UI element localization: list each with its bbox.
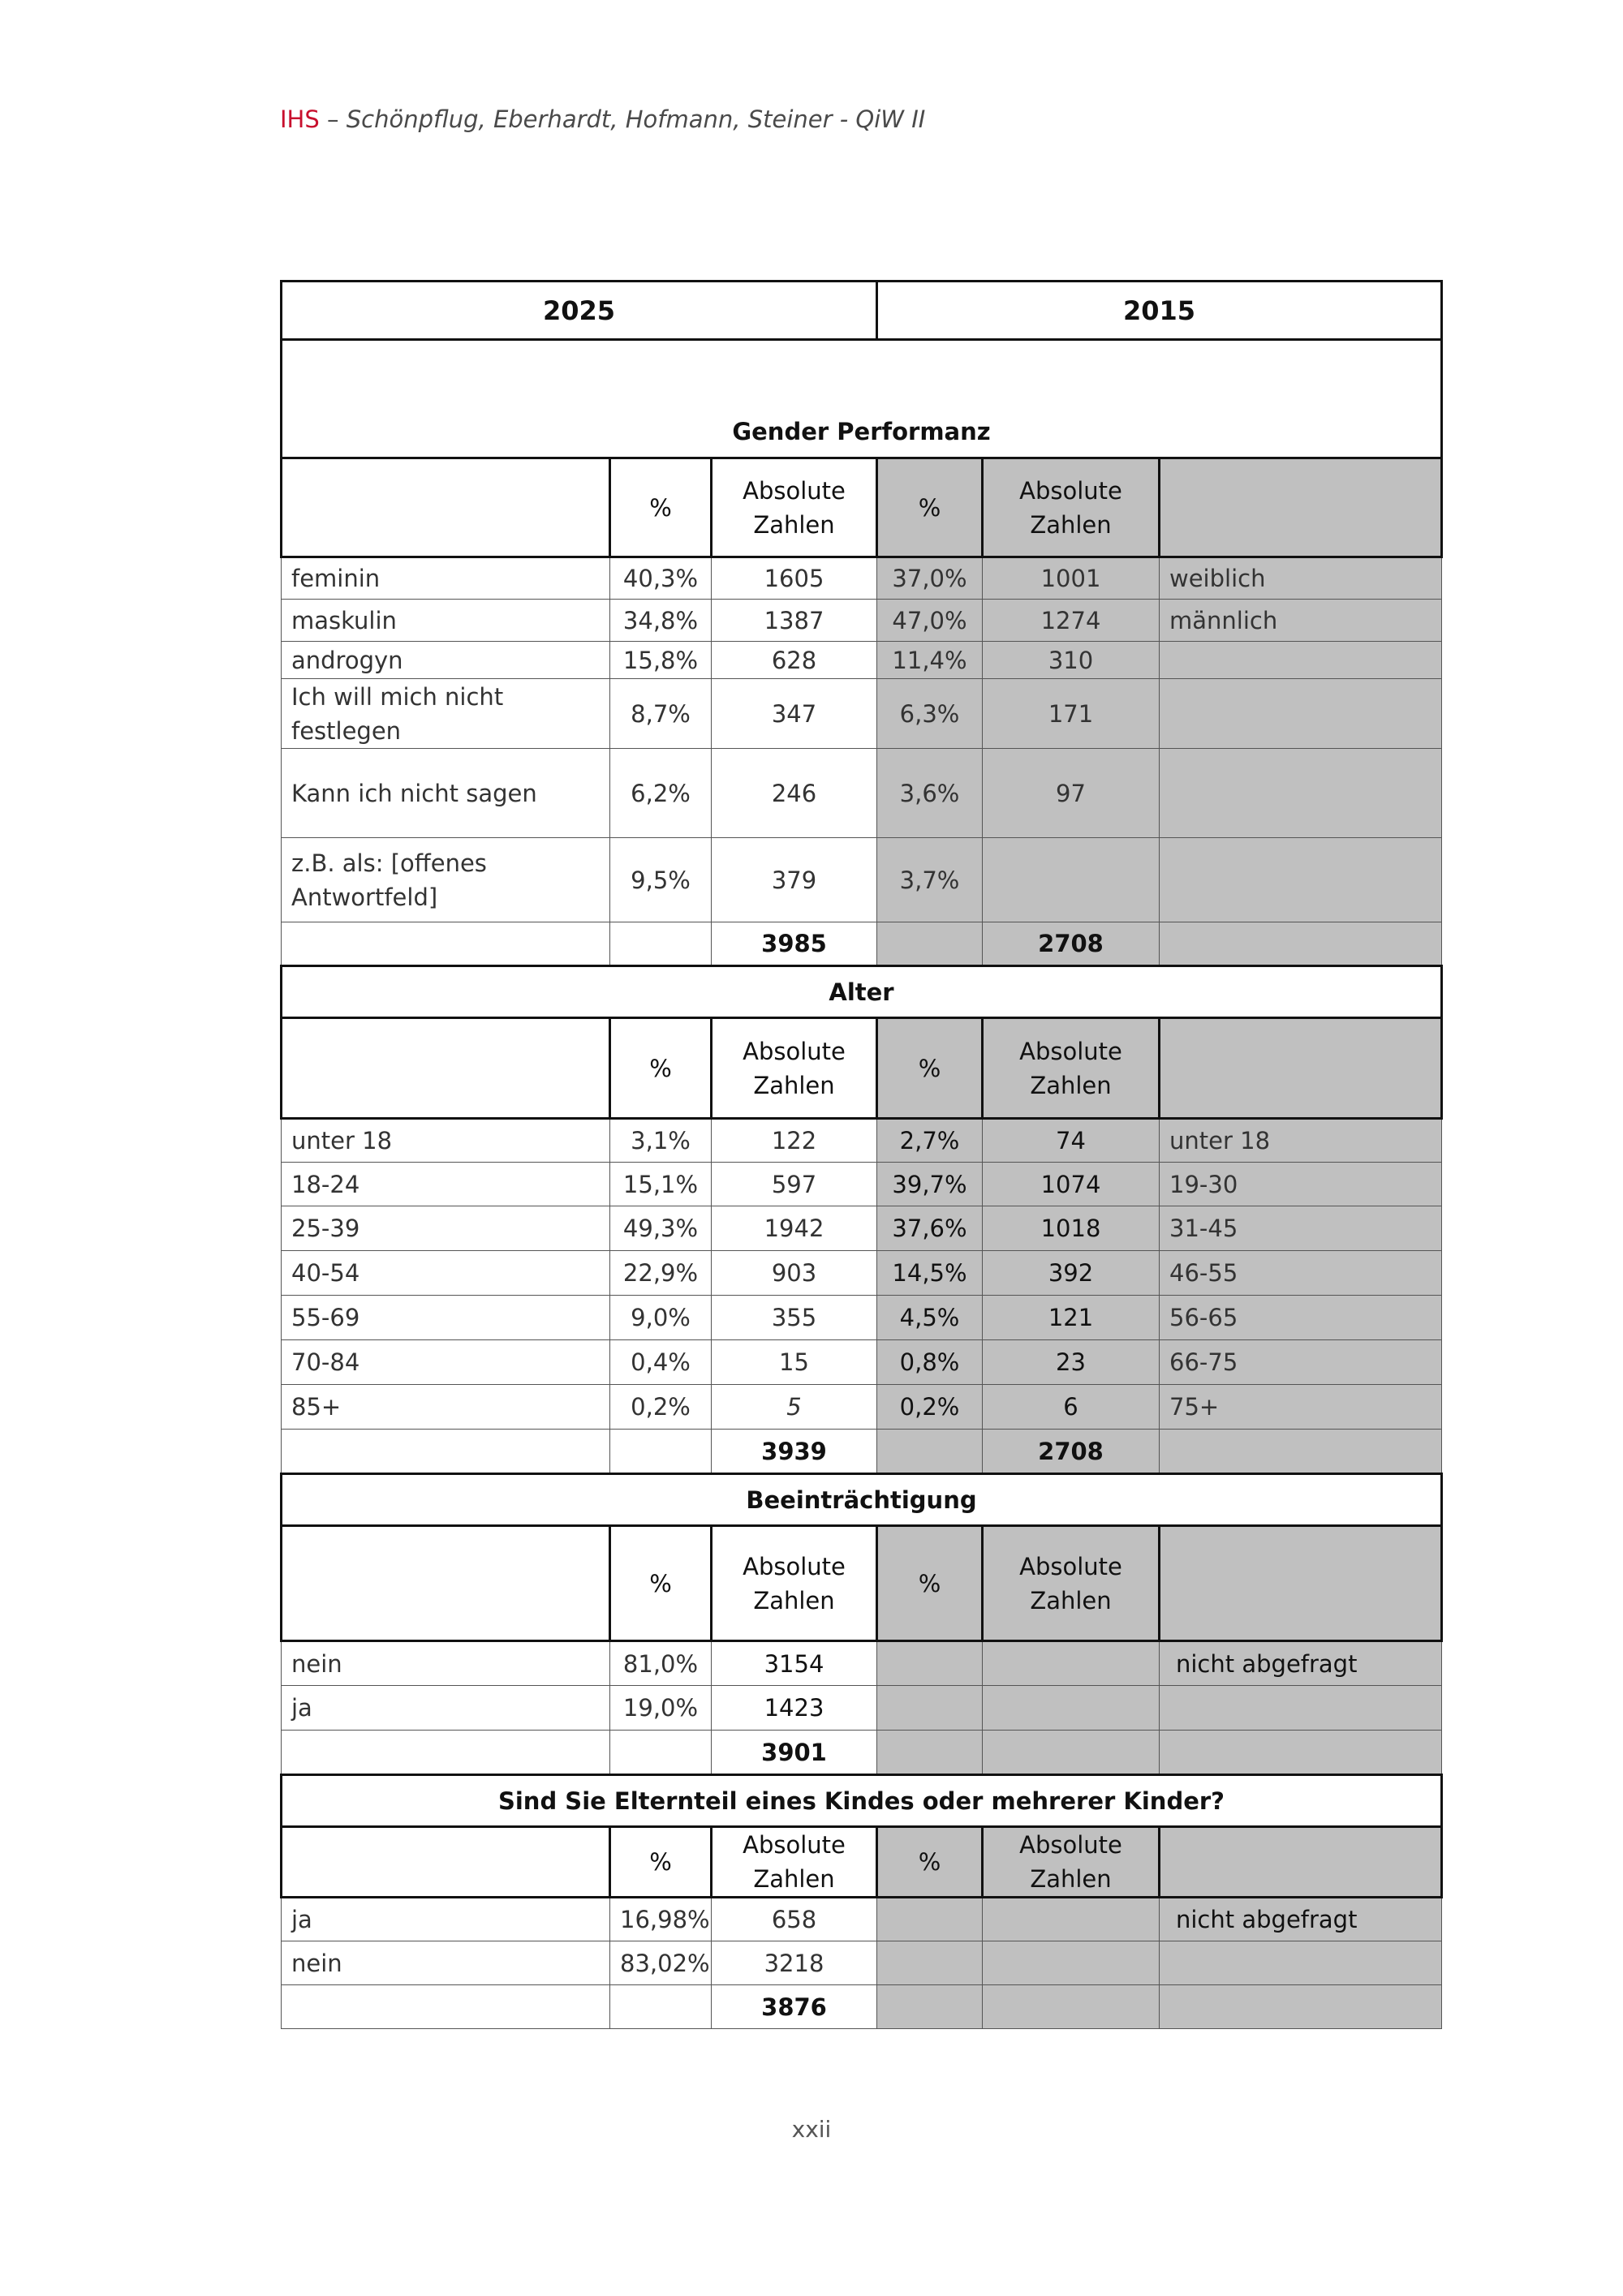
row-label: 55-69	[282, 1296, 610, 1340]
pct-2015: 14,5%	[877, 1251, 983, 1296]
section-title-gender: Gender Performanz	[282, 340, 1442, 458]
pct-2025: 15,1%	[610, 1163, 712, 1206]
abs-2015	[983, 838, 1160, 922]
abs-2025: 379	[712, 838, 877, 922]
table-row	[282, 1119, 1442, 1163]
table-row	[282, 838, 1442, 922]
pct-2025: 3,1%	[610, 1119, 712, 1163]
abs-2015: 310	[983, 642, 1160, 679]
header-authors: Schönpflug, Eberhardt, Hofmann, Steiner - QiW II	[346, 105, 926, 133]
abs-2015: 1018	[983, 1206, 1160, 1251]
abs-2025: 355	[712, 1296, 877, 1340]
abs-2025: 3218	[712, 1941, 877, 1985]
pct-2015: 4,5%	[877, 1296, 983, 1340]
abs-2025: 3154	[712, 1641, 877, 1686]
row-label: ja	[282, 1898, 610, 1941]
total-2025: 3901	[712, 1731, 877, 1775]
row-label: unter 18	[282, 1119, 610, 1163]
row-label: maskulin	[282, 600, 610, 642]
column-header-row	[282, 458, 1442, 557]
row-label: 40-54	[282, 1251, 610, 1296]
row-label: feminin	[282, 557, 610, 600]
pct-2025: 6,2%	[610, 749, 712, 838]
pct-2015: 37,0%	[877, 557, 983, 600]
label-2015: nicht abgefragt	[1160, 1898, 1442, 1941]
abs-2025: 5	[712, 1385, 877, 1430]
abs-2015: 1274	[983, 600, 1160, 642]
total-2025: 3985	[712, 922, 877, 966]
label-2015: 56-65	[1160, 1296, 1442, 1340]
label-2015: 19-30	[1160, 1163, 1442, 1206]
page-number: xxii	[791, 2116, 832, 2143]
total-row	[282, 1985, 1442, 2029]
pct-2025: 22,9%	[610, 1251, 712, 1296]
label-2015: unter 18	[1160, 1119, 1442, 1163]
label-2015	[1160, 749, 1442, 838]
pct-2025: 9,5%	[610, 838, 712, 922]
col-abs-2015: Absolute Zahlen	[983, 458, 1160, 557]
col-pct-2015: %	[877, 1526, 983, 1641]
table-row	[282, 1163, 1442, 1206]
year-header-row	[282, 282, 1442, 340]
col-abs-2025: Absolute Zahlen	[712, 458, 877, 557]
col-abs-2015: Absolute Zahlen	[983, 1827, 1160, 1898]
row-label: androgyn	[282, 642, 610, 679]
abs-2015: 1001	[983, 557, 1160, 600]
pct-2025: 83,02%	[610, 1941, 712, 1985]
abs-2025: 628	[712, 642, 877, 679]
pct-2025: 19,0%	[610, 1686, 712, 1731]
col-abs-2025: Absolute Zahlen	[712, 1018, 877, 1119]
pct-2015: 6,3%	[877, 679, 983, 749]
pct-2015: 47,0%	[877, 600, 983, 642]
abs-2025: 597	[712, 1163, 877, 1206]
header-org: IHS	[280, 105, 320, 133]
col-pct-2025: %	[610, 1526, 712, 1641]
column-header-row	[282, 1018, 1442, 1119]
label-2015	[1160, 838, 1442, 922]
section-title-row	[282, 1775, 1442, 1827]
row-label: nein	[282, 1641, 610, 1686]
col-pct-2015: %	[877, 458, 983, 557]
row-label: Kann ich nicht sagen	[282, 749, 610, 838]
year-2025: 2025	[282, 282, 877, 340]
table-row	[282, 1686, 1442, 1731]
pct-2025: 15,8%	[610, 642, 712, 679]
abs-2025: 903	[712, 1251, 877, 1296]
table-row	[282, 1340, 1442, 1385]
section-title-row	[282, 1474, 1442, 1526]
column-header-row	[282, 1827, 1442, 1898]
pct-2025: 40,3%	[610, 557, 712, 600]
abs-2025: 1942	[712, 1206, 877, 1251]
abs-2025: 246	[712, 749, 877, 838]
abs-2015: 121	[983, 1296, 1160, 1340]
row-label: 70-84	[282, 1340, 610, 1385]
table-row	[282, 1251, 1442, 1296]
label-2015	[1160, 1686, 1442, 1731]
abs-2025: 15	[712, 1340, 877, 1385]
pct-2025: 34,8%	[610, 600, 712, 642]
column-header-row	[282, 1526, 1442, 1641]
abs-2015: 23	[983, 1340, 1160, 1385]
label-2015	[1160, 642, 1442, 679]
section-title-eltern: Sind Sie Elternteil eines Kindes oder mehrerer Kinder?	[282, 1775, 1442, 1827]
table-row	[282, 749, 1442, 838]
col-pct-2025: %	[610, 458, 712, 557]
label-2015: weiblich	[1160, 557, 1442, 600]
pct-2015: 2,7%	[877, 1119, 983, 1163]
total-2015: 2708	[983, 922, 1160, 966]
section-title-beeintraechtigung: Beeinträchtigung	[282, 1474, 1442, 1526]
pct-2015: 37,6%	[877, 1206, 983, 1251]
total-row	[282, 1430, 1442, 1474]
label-2015: 66-75	[1160, 1340, 1442, 1385]
col-abs-2025: Absolute Zahlen	[712, 1827, 877, 1898]
table-row	[282, 642, 1442, 679]
row-label: 18-24	[282, 1163, 610, 1206]
pct-2025: 8,7%	[610, 679, 712, 749]
label-2015: männlich	[1160, 600, 1442, 642]
pct-2025: 16,98%	[610, 1898, 712, 1941]
row-label: z.B. als: [offenes Antwortfeld]	[282, 838, 610, 922]
col-pct-2015: %	[877, 1018, 983, 1119]
label-2015	[1160, 679, 1442, 749]
running-header	[280, 105, 925, 133]
col-abs-2025: Absolute Zahlen	[712, 1526, 877, 1641]
row-label: 25-39	[282, 1206, 610, 1251]
pct-2025: 0,2%	[610, 1385, 712, 1430]
pct-2015: 39,7%	[877, 1163, 983, 1206]
table-row	[282, 1206, 1442, 1251]
pct-2015: 11,4%	[877, 642, 983, 679]
pct-2015: 3,6%	[877, 749, 983, 838]
label-2015: nicht abgefragt	[1160, 1641, 1442, 1686]
label-2015: 46-55	[1160, 1251, 1442, 1296]
section-title-row	[282, 966, 1442, 1018]
row-label: 85+	[282, 1385, 610, 1430]
section-title-alter: Alter	[282, 966, 1442, 1018]
abs-2015: 171	[983, 679, 1160, 749]
table-row	[282, 1641, 1442, 1686]
total-row	[282, 1731, 1442, 1775]
pct-2015: 3,7%	[877, 838, 983, 922]
abs-2025: 1605	[712, 557, 877, 600]
table-row	[282, 1941, 1442, 1985]
col-abs-2015: Absolute Zahlen	[983, 1526, 1160, 1641]
col-pct-2025: %	[610, 1827, 712, 1898]
abs-2015: 1074	[983, 1163, 1160, 1206]
col-pct-2015: %	[877, 1827, 983, 1898]
pct-2015: 0,2%	[877, 1385, 983, 1430]
table-row	[282, 1898, 1442, 1941]
abs-2015: 74	[983, 1119, 1160, 1163]
pct-2015: 0,8%	[877, 1340, 983, 1385]
section-title-row	[282, 340, 1442, 458]
total-2025: 3939	[712, 1430, 877, 1474]
abs-2025: 122	[712, 1119, 877, 1163]
table-row	[282, 679, 1442, 749]
row-label: ja	[282, 1686, 610, 1731]
total-2015: 2708	[983, 1430, 1160, 1474]
header-separator: –	[327, 105, 339, 133]
table-row	[282, 1296, 1442, 1340]
row-label: Ich will mich nicht festlegen	[282, 679, 610, 749]
total-row	[282, 922, 1442, 966]
total-2025: 3876	[712, 1985, 877, 2029]
row-label: nein	[282, 1941, 610, 1985]
year-2015: 2015	[877, 282, 1442, 340]
table-row	[282, 600, 1442, 642]
table-row	[282, 1385, 1442, 1430]
pct-2025: 0,4%	[610, 1340, 712, 1385]
abs-2025: 347	[712, 679, 877, 749]
abs-2015: 392	[983, 1251, 1160, 1296]
table-row	[282, 557, 1442, 600]
label-2015: 75+	[1160, 1385, 1442, 1430]
abs-2025: 658	[712, 1898, 877, 1941]
pct-2025: 49,3%	[610, 1206, 712, 1251]
col-abs-2015: Absolute Zahlen	[983, 1018, 1160, 1119]
abs-2025: 1387	[712, 600, 877, 642]
label-2015: 31-45	[1160, 1206, 1442, 1251]
data-table	[280, 280, 1443, 2029]
pct-2025: 81,0%	[610, 1641, 712, 1686]
abs-2015: 6	[983, 1385, 1160, 1430]
label-2015	[1160, 1941, 1442, 1985]
pct-2025: 9,0%	[610, 1296, 712, 1340]
abs-2015: 97	[983, 749, 1160, 838]
col-pct-2025: %	[610, 1018, 712, 1119]
abs-2025: 1423	[712, 1686, 877, 1731]
